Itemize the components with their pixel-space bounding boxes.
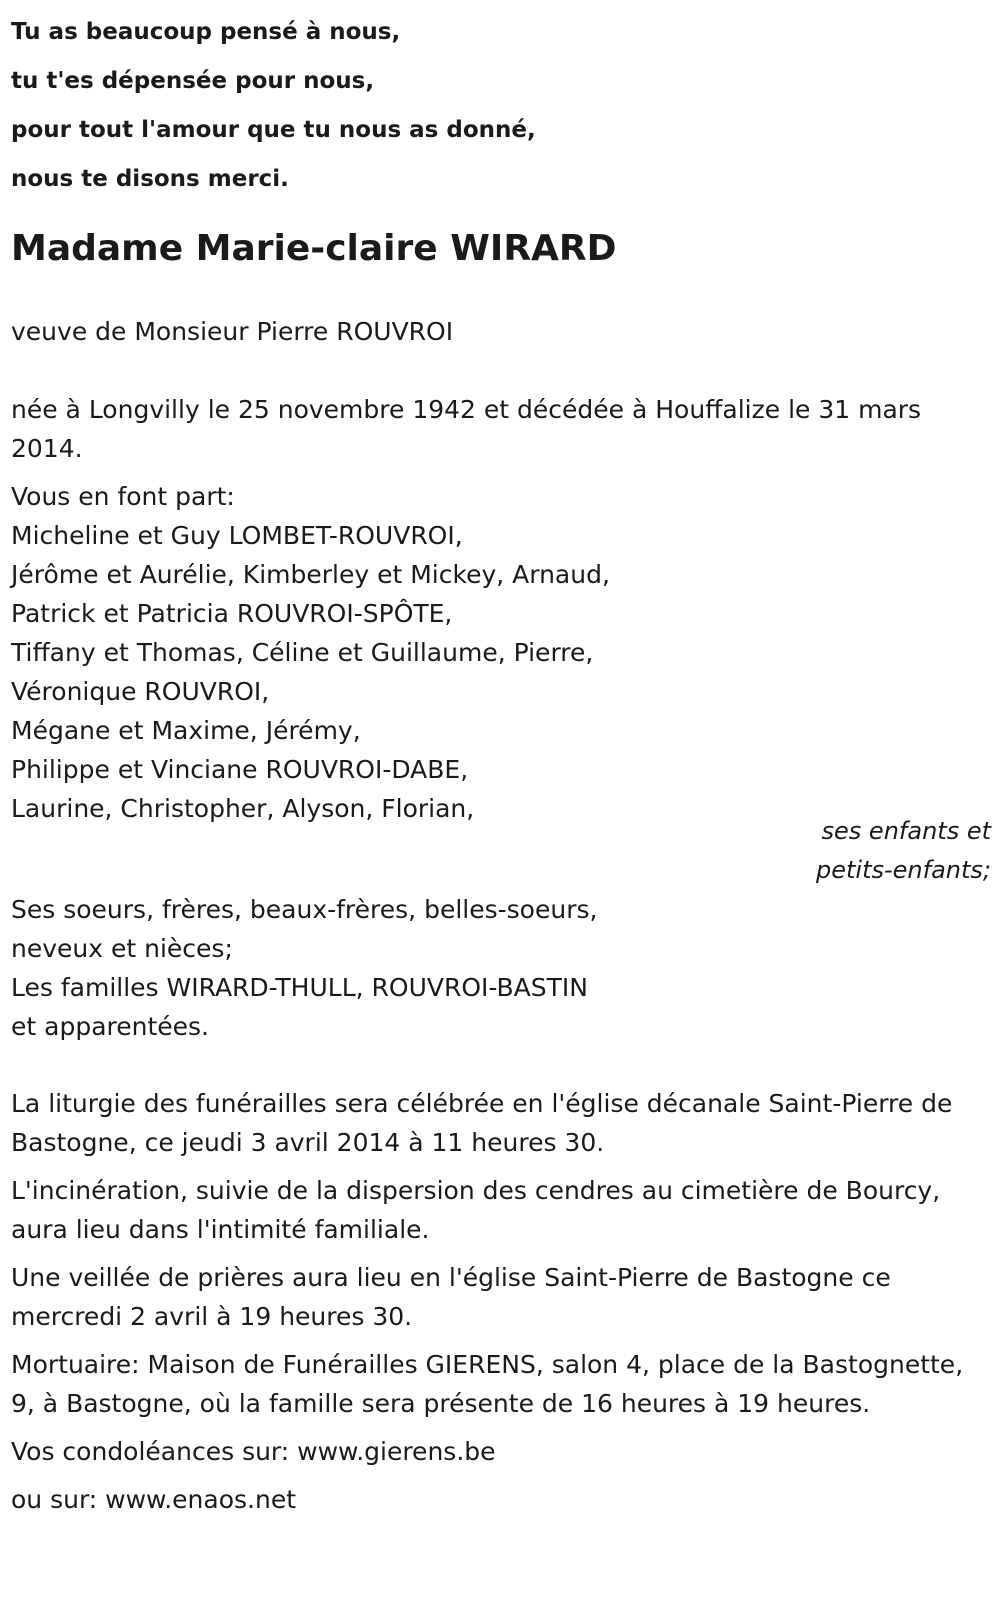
family-line: Jérôme et Aurélie, Kimberley et Mickey, Arnaud,: [11, 560, 610, 589]
liturgy-text: La liturgie des funérailles sera célébrée en l'église décanale Saint-Pierre de Bastogne, ce jeudi 3 avril 2014 à 11 heures 30.: [11, 1089, 953, 1157]
poem: [11, 8, 536, 204]
relation-line: ses enfants et: [821, 817, 991, 845]
family-line: Véronique ROUVROI,: [11, 677, 270, 706]
condolences-enaos: ou sur: www.enaos.net: [11, 1485, 296, 1514]
poem-line: pour tout l'amour que tu nous as donné,: [11, 117, 536, 143]
relatives-line: Ses soeurs, frères, beaux-frères, belles-soeurs,: [11, 895, 598, 924]
poem-line: Tu as beaucoup pensé à nous,: [11, 19, 401, 45]
birth-death: née à Longvilly le 25 novembre 1942 et décédée à Houffalize le 31 mars 2014.: [11, 395, 922, 463]
announcement-intro: Vous en font part:: [11, 482, 235, 511]
relatives-line: et apparentées.: [11, 1012, 209, 1041]
family-announcement: [11, 477, 610, 828]
funeral-details: [11, 1084, 991, 1528]
poem-line: nous te disons merci.: [11, 166, 289, 192]
condolences-gierens: Vos condoléances sur: www.gierens.be: [11, 1437, 496, 1466]
family-line: Laurine, Christopher, Alyson, Florian,: [11, 794, 475, 823]
cremation-text: L'incinération, suivie de la dispersion des cendres au cimetière de Bourcy, aura lieu dans l'intimité familiale.: [11, 1176, 941, 1244]
relatives-line: Les familles WIRARD-THULL, ROUVROI-BASTIN: [11, 973, 588, 1002]
family-line: Mégane et Maxime, Jérémy,: [11, 716, 361, 745]
widow-of: veuve de Monsieur Pierre ROUVROI: [11, 317, 454, 346]
vigil-text: Une veillée de prières aura lieu en l'église Saint-Pierre de Bastogne ce mercredi 2 avril à 19 heures 30.: [11, 1263, 891, 1331]
relatives-line: neveux et nièces;: [11, 934, 233, 963]
family-line: Tiffany et Thomas, Céline et Guillaume, Pierre,: [11, 638, 594, 667]
relation-label: [816, 812, 991, 890]
poem-line: tu t'es dépensée pour nous,: [11, 68, 375, 94]
family-line: Micheline et Guy LOMBET-ROUVROI,: [11, 521, 463, 550]
relation-line: petits-enfants;: [816, 856, 991, 884]
family-line: Patrick et Patricia ROUVROI-SPÔTE,: [11, 599, 453, 628]
mortuary-text: Mortuaire: Maison de Funérailles GIERENS, salon 4, place de la Bastognette, 9, à Bastogne, où la famille sera présente de 16 heures à 19 heures.: [11, 1350, 964, 1418]
deceased-name: Madame Marie-claire WIRARD: [11, 228, 617, 269]
family-line: Philippe et Vinciane ROUVROI-DABE,: [11, 755, 469, 784]
relatives: [11, 890, 597, 1046]
